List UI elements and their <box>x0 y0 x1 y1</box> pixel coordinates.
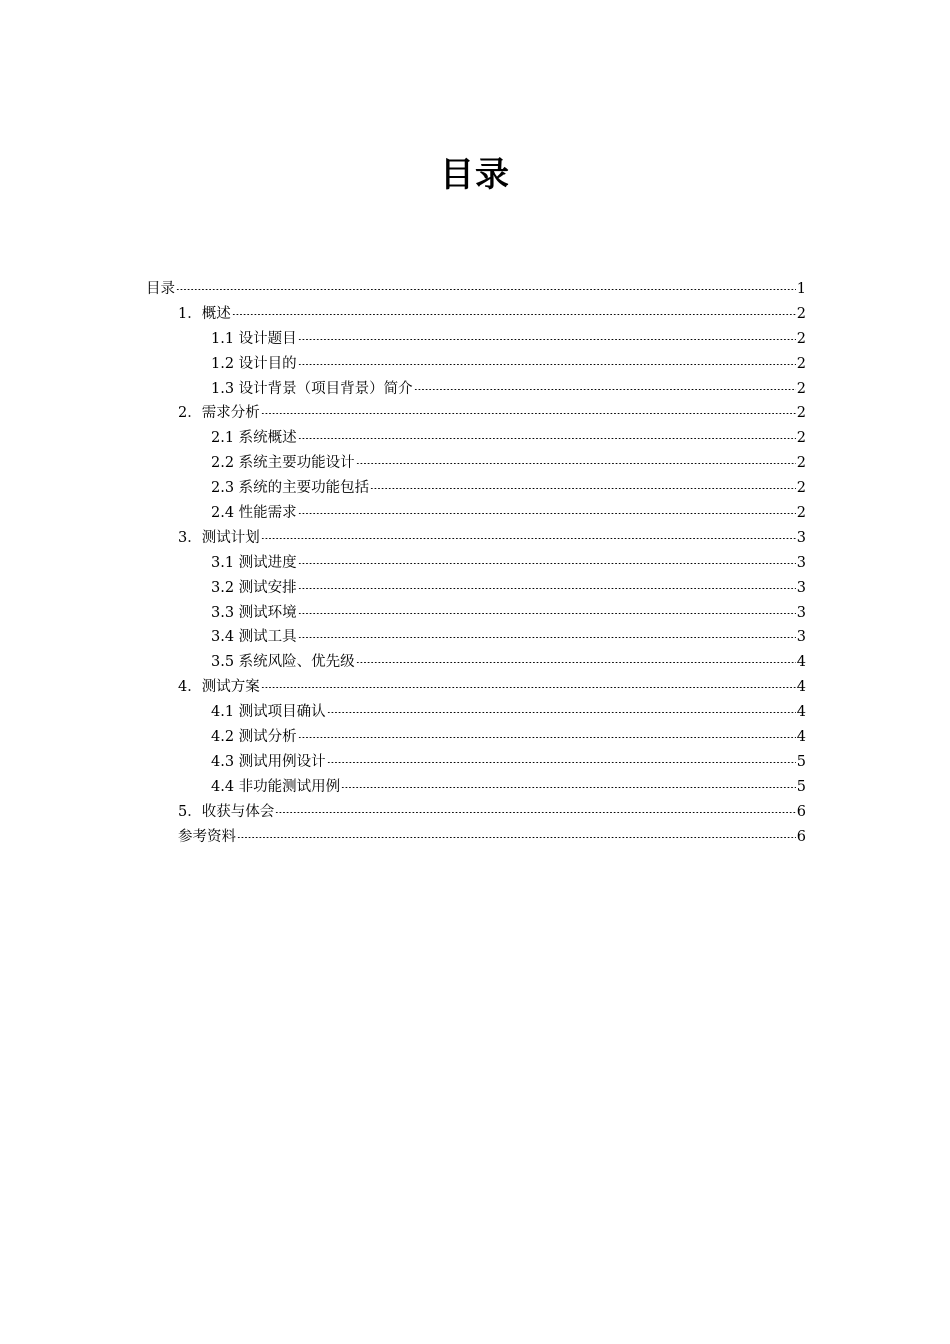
toc-dot-leader <box>298 737 796 738</box>
toc-page-number: 2 <box>796 455 806 472</box>
toc-dot-leader <box>327 712 796 713</box>
toc-page-number: 2 <box>796 430 806 447</box>
toc-page-number: 2 <box>796 330 806 347</box>
toc-entry-text: 3.2 测试安排 <box>211 579 297 596</box>
toc-page-number: 3 <box>796 604 806 621</box>
toc-entry[interactable] <box>146 800 806 825</box>
toc-dot-leader <box>298 364 796 365</box>
toc-entry-text: 参考资料 <box>178 828 236 845</box>
toc-page-number: 4 <box>796 729 806 746</box>
toc-page-number: 6 <box>796 828 806 845</box>
toc-page-number: 5 <box>796 778 806 795</box>
toc-page-number: 4 <box>796 654 806 671</box>
toc-dot-leader <box>327 762 796 763</box>
toc-entry-text: 2.3 系统的主要功能包括 <box>211 480 370 497</box>
toc-dot-leader <box>341 787 796 788</box>
toc-entry-text: 5．收获与体会 <box>178 803 275 820</box>
toc-entry[interactable] <box>146 277 806 302</box>
toc-dot-leader <box>298 613 796 614</box>
toc-entry[interactable] <box>146 352 806 377</box>
toc-page-number: 2 <box>796 355 806 372</box>
toc-entry-text: 3.1 测试进度 <box>211 554 297 571</box>
toc-entry[interactable] <box>146 526 806 551</box>
toc-entry-text: 3.4 测试工具 <box>211 629 297 646</box>
toc-dot-leader <box>414 389 796 390</box>
toc-entry[interactable] <box>146 825 806 850</box>
toc-page-number: 6 <box>796 803 806 820</box>
toc-page-number: 2 <box>796 380 806 397</box>
toc-dot-leader <box>298 563 796 564</box>
toc-entry[interactable] <box>146 302 806 327</box>
toc-entry[interactable] <box>146 476 806 501</box>
toc-dot-leader <box>261 413 796 414</box>
toc-entry-text: 4.4 非功能测试用例 <box>211 778 341 795</box>
toc-entry-text: 3.5 系统风险、优先级 <box>211 654 355 671</box>
toc-dot-leader <box>232 314 796 315</box>
toc-page-number: 3 <box>796 629 806 646</box>
toc-entry[interactable] <box>146 551 806 576</box>
toc-entry[interactable] <box>146 501 806 526</box>
toc-page-number: 4 <box>796 679 806 696</box>
toc-page-number: 4 <box>796 704 806 721</box>
toc-entry-text: 2.1 系统概述 <box>211 430 297 447</box>
toc-dot-leader <box>356 662 796 663</box>
page-title: 目录 <box>440 155 510 195</box>
toc-entry-text: 1.1 设计题目 <box>211 330 297 347</box>
toc-dot-leader <box>298 637 796 638</box>
toc-entry[interactable] <box>146 426 806 451</box>
toc-dot-leader <box>370 488 796 489</box>
toc-entry[interactable] <box>146 725 806 750</box>
toc-page-number: 2 <box>796 505 806 522</box>
toc-page-number: 3 <box>796 554 806 571</box>
toc-page-number: 3 <box>796 529 806 546</box>
toc-entry[interactable] <box>146 750 806 775</box>
toc-dot-leader <box>298 339 796 340</box>
toc-page-number: 5 <box>796 753 806 770</box>
toc-entry-text: 2．需求分析 <box>178 405 260 422</box>
toc-entry-text: 4.1 测试项目确认 <box>211 704 326 721</box>
toc-entry-text: 2.2 系统主要功能设计 <box>211 455 355 472</box>
toc-entry[interactable] <box>146 601 806 626</box>
toc-entry-text: 1.3 设计背景（项目背景）简介 <box>211 380 413 397</box>
toc-entry[interactable] <box>146 327 806 352</box>
toc-entry-text: 3．测试计划 <box>178 529 260 546</box>
toc-entry-text: 3.3 测试环境 <box>211 604 297 621</box>
toc-dot-leader <box>275 812 796 813</box>
toc-dot-leader <box>298 438 796 439</box>
toc-dot-leader <box>176 289 796 290</box>
toc-dot-leader <box>356 463 796 464</box>
toc-dot-leader <box>261 687 796 688</box>
toc-entry[interactable] <box>146 775 806 800</box>
toc-entry[interactable] <box>146 377 806 402</box>
toc-entry-text: 4.3 测试用例设计 <box>211 753 326 770</box>
toc-entry[interactable] <box>146 700 806 725</box>
toc-entry[interactable] <box>146 401 806 426</box>
toc-page-number: 2 <box>796 405 806 422</box>
toc-dot-leader <box>261 538 796 539</box>
toc-entry-text: 目录 <box>146 281 175 297</box>
toc-page-number: 2 <box>796 480 806 497</box>
toc-dot-leader <box>298 588 796 589</box>
toc-entry[interactable] <box>146 625 806 650</box>
toc-entry[interactable] <box>146 675 806 700</box>
toc-entry[interactable] <box>146 650 806 675</box>
toc-dot-leader <box>237 837 796 838</box>
table-of-contents <box>146 277 806 849</box>
toc-entry[interactable] <box>146 576 806 601</box>
toc-entry-text: 4．测试方案 <box>178 679 260 696</box>
toc-page-number: 3 <box>796 579 806 596</box>
toc-entry-text: 1.2 设计目的 <box>211 355 297 372</box>
toc-entry-text: 2.4 性能需求 <box>211 505 297 522</box>
toc-entry[interactable] <box>146 451 806 476</box>
toc-page-number: 1 <box>796 281 806 297</box>
toc-entry-text: 1．概述 <box>178 305 231 322</box>
toc-entry-text: 4.2 测试分析 <box>211 729 297 746</box>
toc-dot-leader <box>298 513 796 514</box>
toc-page-number: 2 <box>796 305 806 322</box>
